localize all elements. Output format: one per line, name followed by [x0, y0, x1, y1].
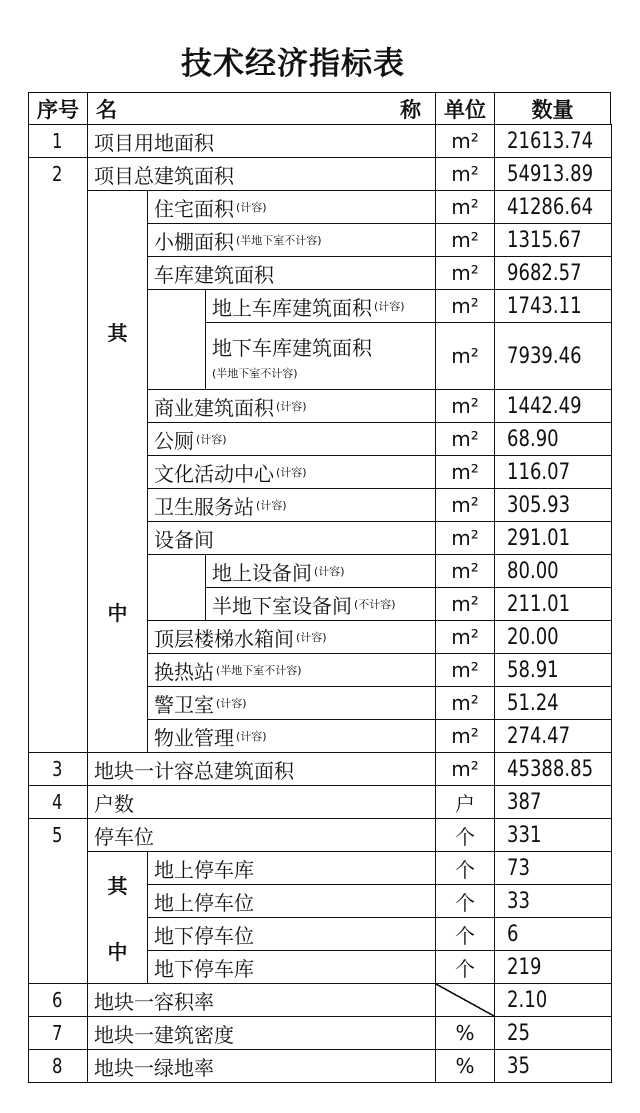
value-cell: [494, 884, 612, 918]
item-note: (计容): [256, 499, 287, 512]
row-number: 6: [51, 988, 63, 1012]
row-number-cell: [28, 1049, 88, 1083]
header-name-right: 称: [400, 97, 421, 122]
item-name-cell: [147, 389, 436, 423]
value: 68.90: [507, 426, 559, 452]
item-name-cell: [147, 917, 436, 951]
header-no: 序号: [28, 92, 88, 125]
unit-cell: [435, 1049, 495, 1083]
row-number: 7: [51, 1021, 63, 1045]
value-cell: [494, 190, 612, 224]
unit: 个: [455, 890, 475, 915]
unit: m²: [451, 493, 479, 517]
value-cell: [494, 521, 612, 555]
unit-cell: [435, 917, 495, 951]
item-note: (计容): [216, 697, 247, 710]
value-cell: [494, 554, 612, 588]
item-name: 顶层楼梯水箱间: [154, 626, 294, 651]
item-name: 地上停车位: [154, 890, 254, 915]
item-name-cell: [147, 950, 436, 984]
value: 305.93: [507, 492, 571, 518]
item-name-cell: [205, 322, 436, 390]
value: 219: [507, 954, 542, 980]
unit-cell: [435, 190, 495, 224]
item-name-cell: [147, 653, 436, 687]
item-name: 物业管理: [154, 725, 234, 750]
unit-cell: [435, 521, 495, 555]
group-label-zhong: 中: [107, 939, 128, 964]
unit-cell: [435, 455, 495, 489]
value: 331: [507, 822, 542, 848]
value: 116.07: [507, 459, 571, 485]
value: 1315.67: [507, 227, 582, 253]
unit: m²: [451, 129, 479, 153]
unit-cell: [435, 785, 495, 819]
item-name-cell: [87, 752, 436, 786]
unit: 户: [455, 791, 475, 816]
value-cell: [494, 620, 612, 654]
unit: m²: [451, 294, 479, 318]
subgroup-spacer-cell: [147, 554, 206, 621]
value-cell: [494, 223, 612, 257]
value-cell: [494, 256, 612, 290]
value: 35: [507, 1053, 530, 1079]
item-name-cell: [147, 851, 436, 885]
unit-cell: [435, 950, 495, 984]
unit-cell: [435, 851, 495, 885]
item-name-cell: [205, 289, 436, 323]
item-name-cell: [87, 818, 436, 852]
item-note: (计容): [314, 565, 345, 578]
item-name: 警卫室: [154, 692, 214, 717]
item-name-cell: [87, 124, 436, 158]
item-note: (计容): [236, 730, 267, 743]
value: 6: [507, 921, 519, 947]
item-note: (半地下室不计容): [236, 234, 322, 247]
unit-cell: [435, 686, 495, 720]
item-note: (不计容): [354, 598, 396, 611]
value: 25: [507, 1020, 530, 1046]
unit: m²: [451, 757, 479, 781]
item-name: 半地下室设备间: [212, 593, 352, 618]
item-name: 项目总建筑面积: [94, 163, 234, 188]
item-name-cell: [147, 884, 436, 918]
unit-cell: [435, 256, 495, 290]
unit-cell: [435, 124, 495, 158]
item-name-cell: [147, 190, 436, 224]
row-number-cell: [28, 785, 88, 819]
unit: m²: [451, 344, 479, 368]
item-name-cell: [87, 157, 436, 191]
item-name-cell: [147, 620, 436, 654]
item-note: (半地下室不计容): [212, 366, 298, 380]
unit: m²: [451, 658, 479, 682]
value-cell: [494, 322, 612, 390]
value: 51.24: [507, 690, 559, 716]
unit: m²: [451, 427, 479, 451]
value-cell: [494, 719, 612, 753]
unit-cell: [435, 157, 495, 191]
item-name-cell: [147, 686, 436, 720]
item-name-cell: [147, 719, 436, 753]
value-cell: [494, 455, 612, 489]
item-name: 住宅面积: [154, 196, 234, 221]
item-note: (计容): [196, 433, 227, 446]
row-number: 4: [51, 790, 63, 814]
value: 20.00: [507, 624, 559, 650]
value-cell: [494, 983, 612, 1017]
group-label-cell: [87, 190, 148, 753]
item-name-cell: [147, 455, 436, 489]
unit: m²: [451, 559, 479, 583]
row-number-cell: [28, 983, 88, 1017]
value-cell: [494, 1016, 612, 1050]
unit: m²: [451, 460, 479, 484]
row-number: 5: [51, 823, 63, 847]
value-cell: [494, 653, 612, 687]
unit: %: [455, 1021, 475, 1045]
unit: 个: [455, 923, 475, 948]
unit-cell: [435, 884, 495, 918]
unit-cell: [435, 653, 495, 687]
item-name: 地下停车库: [154, 956, 254, 981]
value: 1743.11: [507, 293, 582, 319]
value-cell: [494, 785, 612, 819]
value: 45388.85: [507, 756, 594, 782]
value-cell: [494, 389, 612, 423]
value-cell: [494, 686, 612, 720]
item-name-cell: [147, 422, 436, 456]
value: 33: [507, 888, 530, 914]
item-note: (计容): [276, 466, 307, 479]
header-name-left: 名: [96, 97, 117, 122]
value-cell: [494, 1049, 612, 1083]
item-note: (半地下室不计容): [216, 664, 302, 677]
unit-cell: [435, 983, 495, 1017]
item-name-cell: [147, 223, 436, 257]
row-number: 8: [51, 1054, 63, 1078]
value-cell: [494, 488, 612, 522]
value: 58.91: [507, 657, 559, 683]
unit-cell: [435, 389, 495, 423]
item-name-cell: [147, 256, 436, 290]
unit: m²: [451, 526, 479, 550]
unit: m²: [451, 724, 479, 748]
item-name: 文化活动中心: [154, 461, 274, 486]
item-name-cell: [147, 521, 436, 555]
item-name: 项目用地面积: [94, 130, 214, 155]
value-cell: [494, 950, 612, 984]
value-cell: [494, 752, 612, 786]
item-name-cell: [87, 983, 436, 1017]
unit: 个: [455, 956, 475, 981]
value: 80.00: [507, 558, 559, 584]
item-name-cell: [87, 1016, 436, 1050]
item-name: 商业建筑面积: [154, 395, 274, 420]
value: 274.47: [507, 723, 571, 749]
item-name: 换热站: [154, 659, 214, 684]
value-cell: [494, 917, 612, 951]
header-unit: 单位: [435, 92, 495, 125]
unit-cell: [435, 322, 495, 390]
value-cell: [494, 289, 612, 323]
value: 211.01: [507, 591, 571, 617]
value: 9682.57: [507, 260, 582, 286]
unit: 个: [455, 824, 475, 849]
value: 41286.64: [507, 194, 594, 220]
item-name: 户数: [94, 791, 134, 816]
item-name-cell: [205, 554, 436, 588]
group-label-qi: 其: [107, 874, 128, 899]
header-name: [87, 92, 436, 125]
unit: m²: [451, 162, 479, 186]
row-number-cell: [28, 752, 88, 786]
item-name-cell: [87, 1049, 436, 1083]
unit: m²: [451, 228, 479, 252]
item-name: 停车位: [94, 824, 154, 849]
table-title: 技术经济指标表: [181, 46, 405, 82]
unit: m²: [451, 691, 479, 715]
group-label-zhong: 中: [107, 601, 128, 626]
unit: m²: [451, 625, 479, 649]
group-label-qi: 其: [107, 320, 128, 345]
value: 387: [507, 789, 542, 815]
value-cell: [494, 818, 612, 852]
unit: m²: [451, 394, 479, 418]
row-number: 2: [51, 162, 63, 186]
value-cell: [494, 587, 612, 621]
item-name-cell: [147, 488, 436, 522]
row-number-cell: [28, 157, 88, 753]
value-cell: [494, 851, 612, 885]
value: 7939.46: [507, 343, 582, 369]
unit-cell: [435, 289, 495, 323]
item-name: 地块一容积率: [94, 989, 214, 1014]
header-value: 数量: [494, 92, 611, 125]
value-cell: [494, 124, 612, 158]
row-number: 1: [51, 129, 63, 153]
item-note: (计容): [374, 300, 405, 313]
value-cell: [494, 422, 612, 456]
unit-cell: [435, 587, 495, 621]
row-number-cell: [28, 124, 88, 158]
unit-cell: [435, 223, 495, 257]
item-name: 车库建筑面积: [154, 262, 274, 287]
unit-cell: [435, 719, 495, 753]
item-note: (计容): [296, 631, 327, 644]
row-number: 3: [51, 757, 63, 781]
item-name: 地上设备间: [212, 560, 312, 585]
unit: 个: [455, 857, 475, 882]
unit: %: [455, 1054, 475, 1078]
unit-cell: [435, 620, 495, 654]
value: 2.10: [507, 987, 548, 1013]
item-name: 地下车库建筑面积: [212, 335, 372, 360]
unit-cell: [435, 1016, 495, 1050]
unit-cell: [435, 818, 495, 852]
value: 73: [507, 855, 530, 881]
item-name-cell: [205, 587, 436, 621]
row-number-cell: [28, 818, 88, 984]
item-name: 地块一计容总建筑面积: [94, 758, 294, 783]
item-name: 地下停车位: [154, 923, 254, 948]
unit: m²: [451, 195, 479, 219]
item-note: (计容): [236, 201, 267, 214]
value: 291.01: [507, 525, 571, 551]
item-name: 公厕: [154, 428, 194, 453]
unit-cell: [435, 488, 495, 522]
item-name: 小棚面积: [154, 229, 234, 254]
item-name-cell: [87, 785, 436, 819]
value: 21613.74: [507, 128, 594, 154]
item-name: 地上停车库: [154, 857, 254, 882]
row-number-cell: [28, 1016, 88, 1050]
unit: m²: [451, 261, 479, 285]
item-name: 设备间: [154, 527, 214, 552]
item-name: 地块一绿地率: [94, 1055, 214, 1080]
item-note: (计容): [276, 400, 307, 413]
item-name: 卫生服务站: [154, 494, 254, 519]
value: 54913.89: [507, 161, 594, 187]
item-name: 地上车库建筑面积: [212, 295, 372, 320]
unit: m²: [451, 592, 479, 616]
subgroup-spacer-cell: [147, 289, 206, 390]
group-label-cell: [87, 851, 148, 984]
unit-cell: [435, 752, 495, 786]
value: 1442.49: [507, 393, 582, 419]
item-name: 地块一建筑密度: [94, 1022, 234, 1047]
unit-cell: [435, 554, 495, 588]
value-cell: [494, 157, 612, 191]
unit-cell: [435, 422, 495, 456]
